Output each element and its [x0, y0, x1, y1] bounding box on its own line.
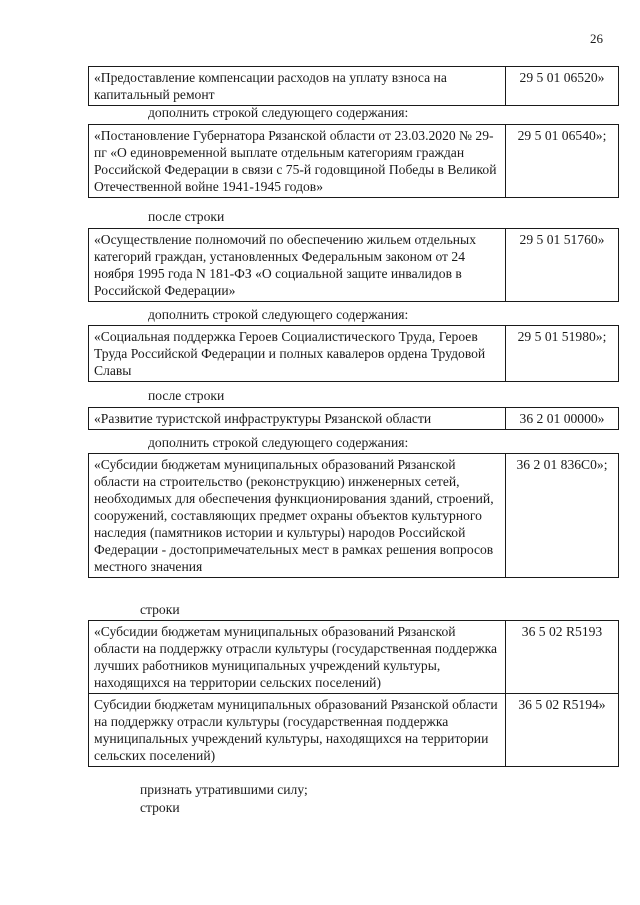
row-description: «Постановление Губернатора Рязанской области от 23.03.2020 № 29-пг «О единовременной выплате отдельным категориям граждан Российской Федерации в связи с 75-й годовщиной Победы в Великой Отечественной войне 1941-1945 годов» [89, 125, 506, 198]
instruction-note: строки [140, 602, 180, 617]
instruction-note: строки [140, 800, 180, 815]
row-code: 36 5 02 R5194» [506, 694, 619, 767]
row-code: 36 5 02 R5193 [506, 621, 619, 694]
row-description: «Субсидии бюджетам муниципальных образований Рязанской области на поддержку отрасли культуры (государственная поддержка лучших работников муниципальных учреждений культуры, находящихся на территории сельских поселений) [89, 621, 506, 694]
row-description: «Социальная поддержка Героев Социалистического Труда, Героев Труда Российской Федерации и полных кавалеров ордена Трудовой Славы [89, 326, 506, 382]
instruction-note: дополнить строкой следующего содержания: [148, 307, 409, 322]
page-number: 26 [590, 31, 603, 46]
budget-row-table [88, 228, 619, 302]
row-code: 36 2 01 836С0»; [506, 454, 619, 578]
row-description: «Предоставление компенсации расходов на уплату взноса на капитальный ремонт [89, 67, 506, 106]
budget-row-table [88, 124, 619, 198]
budget-row-table [88, 325, 619, 382]
row-description: Субсидии бюджетам муниципальных образований Рязанской области на поддержку отрасли культуры (государственная поддержка муниципальных учреждений культуры, находящихся на территории сельских поселений) [89, 694, 506, 767]
row-description: «Осуществление полномочий по обеспечению жильем отдельных категорий граждан, установленных Федеральным законом от 24 ноября 1995 года N 181-ФЗ «О социальной защите инвалидов в Российской Федерации» [89, 229, 506, 302]
row-code: 29 5 01 06520» [506, 67, 619, 106]
row-description: «Субсидии бюджетам муниципальных образований Рязанской области на строительство (реконструкцию) инженерных сетей, необходимых для обеспечения функционирования зданий, строений, сооружений, составляющих предмет охраны объектов культурного наследия (памятников истории и культуры) народов Российской Федерации - достопримечательных мест в рамках решения вопросов местного значения [89, 454, 506, 578]
budget-row-table [88, 453, 619, 578]
budget-row-table [88, 66, 619, 106]
instruction-note: признать утратившими силу; [140, 782, 308, 797]
row-code: 29 5 01 51760» [506, 229, 619, 302]
instruction-note: дополнить строкой следующего содержания: [148, 435, 409, 450]
row-code: 29 5 01 51980»; [506, 326, 619, 382]
row-code: 29 5 01 06540»; [506, 125, 619, 198]
row-description: «Развитие туристской инфраструктуры Рязанской области [89, 408, 506, 430]
row-code: 36 2 01 00000» [506, 408, 619, 430]
budget-row-table [88, 407, 619, 430]
instruction-note: после строки [148, 209, 225, 224]
instruction-note: после строки [148, 388, 225, 403]
instruction-note: дополнить строкой следующего содержания: [148, 105, 409, 120]
budget-row-table [88, 620, 619, 767]
